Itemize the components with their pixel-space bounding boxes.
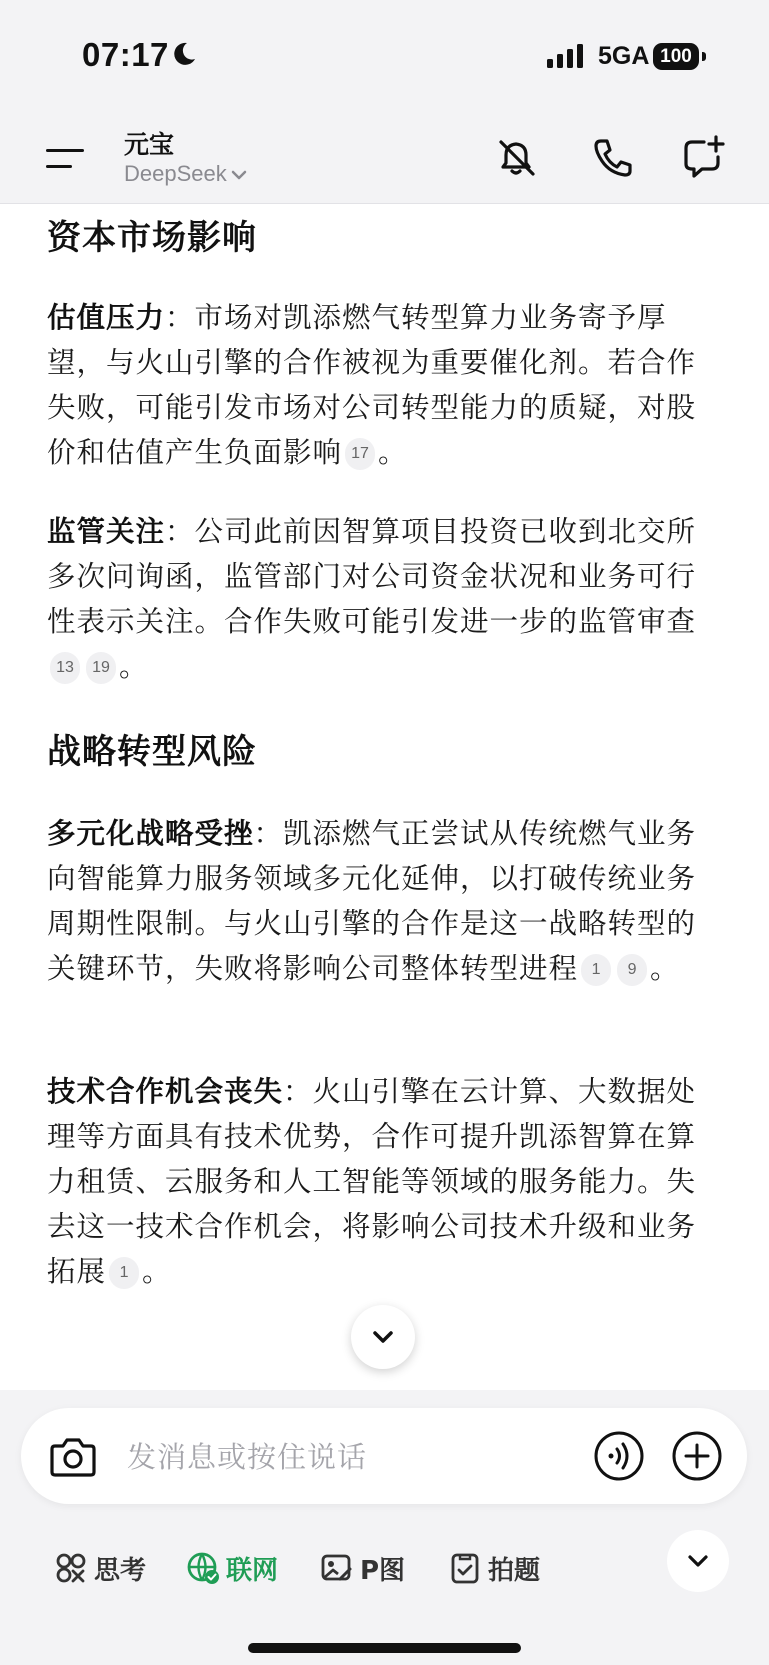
network-type: 5GA (598, 42, 650, 70)
menu-icon[interactable] (46, 141, 88, 173)
image-edit-label: P图 (360, 1555, 406, 1586)
para-label: 技术合作机会丧失 (47, 1075, 284, 1108)
paragraph-diversification (47, 811, 707, 991)
chevron-down-icon (686, 1552, 710, 1570)
section-title-strategy: 战略转型风险 (47, 732, 257, 772)
think-label: 思考 (94, 1555, 147, 1586)
citation-badge[interactable]: 9 (617, 954, 647, 986)
chat-header (0, 115, 769, 204)
message-bar (21, 1408, 747, 1504)
mute-icon[interactable] (492, 133, 542, 183)
battery-tip (702, 52, 706, 61)
para-label: 监管关注 (47, 515, 166, 548)
paragraph-regulation (47, 509, 707, 689)
status-bar (0, 0, 769, 115)
web-search-button[interactable] (186, 1546, 278, 1590)
chevron-down-icon (231, 169, 247, 181)
para-text: ：火山引擎在云计算、大数据处理等方面具有技术优势，合作可提升凯添智算在算力租赁、云服务和人工智能等领域的服务能力。失去这一技术合作机会，将影响公司技术升级和业务拓展 (47, 1075, 697, 1288)
web-label: 联网 (226, 1555, 279, 1586)
para-label: 多元化战略受挫 (47, 817, 254, 850)
image-edit-button[interactable] (320, 1546, 405, 1590)
document-check-icon (448, 1551, 482, 1585)
model-selector[interactable] (124, 161, 247, 187)
think-button[interactable] (54, 1546, 146, 1590)
citation-badge[interactable]: 1 (581, 954, 611, 986)
think-icon (54, 1551, 88, 1585)
image-edit-icon (320, 1551, 354, 1585)
para-end: 。 (378, 436, 408, 469)
citation-badge[interactable]: 17 (345, 438, 375, 470)
para-end: 。 (142, 1255, 172, 1288)
app-title: 元宝 (124, 130, 175, 159)
message-input[interactable] (125, 1430, 569, 1484)
composer-area (0, 1390, 769, 1665)
globe-icon (186, 1551, 220, 1585)
chevron-down-icon (371, 1327, 395, 1347)
scroll-to-bottom-button[interactable] (351, 1305, 415, 1369)
para-text: ：公司此前因智算项目投资已收到北交所多次问询函，监管部门对公司资金状况和业务可行性表示关注。合作失败可能引发进一步的监管审查 (47, 515, 697, 638)
para-text: ：市场对凯添燃气转型算力业务寄予厚望，与火山引擎的合作被视为重要催化剂。若合作失败，可能引发市场对公司转型能力的质疑，对股价和估值产生负面影响 (47, 301, 697, 469)
citation-badge[interactable]: 1 (109, 1257, 139, 1289)
status-time: 07:17 (82, 36, 169, 73)
citation-badge[interactable]: 19 (86, 652, 116, 684)
citation-badge[interactable]: 13 (50, 652, 80, 684)
signal-icon (547, 44, 587, 68)
paragraph-valuation (47, 295, 707, 475)
photo-question-label: 拍题 (488, 1555, 541, 1586)
new-chat-icon[interactable] (678, 133, 728, 183)
para-text: ：凯添燃气正尝试从传统燃气业务向智能算力服务领域多元化延伸，以打破传统业务周期性限制。与火山引擎的合作是这一战略转型的关键环节，失败将影响公司整体转型进程 (47, 817, 697, 985)
photo-question-button[interactable] (448, 1546, 540, 1590)
battery-indicator: 100 (653, 43, 699, 70)
tool-bar (0, 1536, 769, 1606)
section-title-capital: 资本市场影响 (47, 218, 257, 258)
moon-icon (171, 41, 197, 67)
paragraph-tech-cooperation (47, 1069, 707, 1294)
voice-icon[interactable] (593, 1430, 645, 1482)
model-name: DeepSeek (124, 161, 227, 186)
camera-icon[interactable] (49, 1434, 97, 1478)
phone-icon[interactable] (588, 133, 638, 183)
home-indicator (248, 1643, 521, 1653)
collapse-tools-button[interactable] (667, 1530, 729, 1592)
para-end: 。 (119, 650, 149, 683)
para-label: 估值压力 (47, 301, 166, 334)
plus-icon[interactable] (671, 1430, 723, 1482)
para-end: 。 (650, 952, 680, 985)
